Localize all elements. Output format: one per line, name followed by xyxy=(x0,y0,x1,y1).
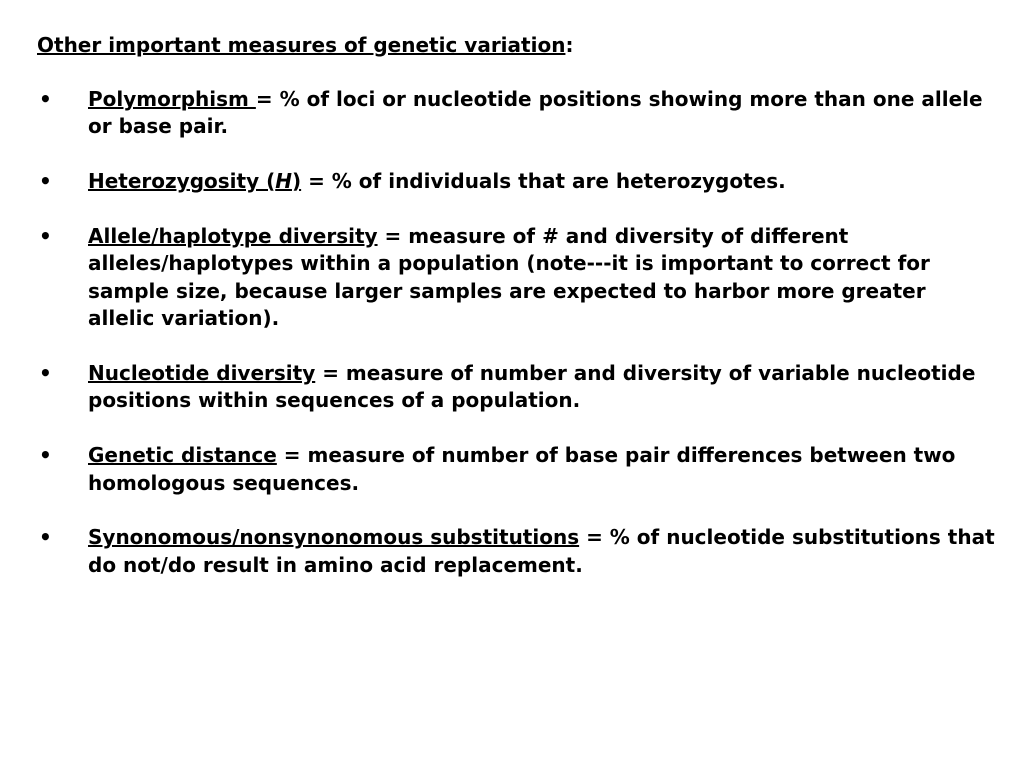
bullet-polymorphism xyxy=(37,86,997,141)
bullet-substitutions xyxy=(37,524,997,579)
slide-content xyxy=(37,32,997,607)
term-genetic-distance: Genetic distance xyxy=(88,443,277,468)
definition-heterozygosity: = % of individuals that are heterozygotes. xyxy=(301,169,786,194)
term-allele-diversity: Allele/haplotype diversity xyxy=(88,224,378,248)
bullet-marker: • xyxy=(39,224,52,248)
definition-substitutions: = % of nucleotide substitutions that do not/do result in amino acid replacement. xyxy=(88,525,995,577)
bullet-genetic-distance xyxy=(37,442,997,497)
slide-heading xyxy=(37,32,997,59)
definition-genetic-distance: = measure of number of base pair differences between two homologous sequences. xyxy=(88,443,956,495)
bullet-nucleotide-diversity xyxy=(37,360,997,415)
bullet-marker: • xyxy=(39,87,52,111)
term-heterozygosity xyxy=(88,169,301,193)
bullet-allele-diversity xyxy=(37,223,997,333)
definition-nucleotide-diversity: = measure of number and diversity of variable nucleotide positions within sequences of a population. xyxy=(88,361,976,413)
heading-colon: : xyxy=(565,33,574,57)
term-nucleotide-diversity: Nucleotide diversity xyxy=(88,361,316,386)
definition-list xyxy=(37,86,997,579)
term-substitutions: Synonomous/nonsynonomous substitutions xyxy=(88,525,580,550)
bullet-marker: • xyxy=(39,169,52,194)
definition-allele-diversity: = measure of # and diversity of different alleles/haplotypes within a population (note---it is important to correct for sample size, because larger samples are expected to harbor more greater allelic variation). xyxy=(88,224,930,331)
bullet-marker: • xyxy=(39,361,52,386)
term-heterozygosity-symbol: H xyxy=(275,169,292,194)
term-polymorphism: Polymorphism xyxy=(88,87,256,111)
bullet-marker: • xyxy=(39,525,52,550)
definition-polymorphism: = % of loci or nucleotide positions showing more than one allele or base pair. xyxy=(88,87,983,139)
term-heterozygosity-prefix: Heterozygosity ( xyxy=(88,169,276,194)
bullet-marker: • xyxy=(39,443,52,468)
term-heterozygosity-suffix: ) xyxy=(291,169,302,194)
heading-title: Other important measures of genetic variation xyxy=(37,33,566,57)
bullet-heterozygosity xyxy=(37,168,997,195)
